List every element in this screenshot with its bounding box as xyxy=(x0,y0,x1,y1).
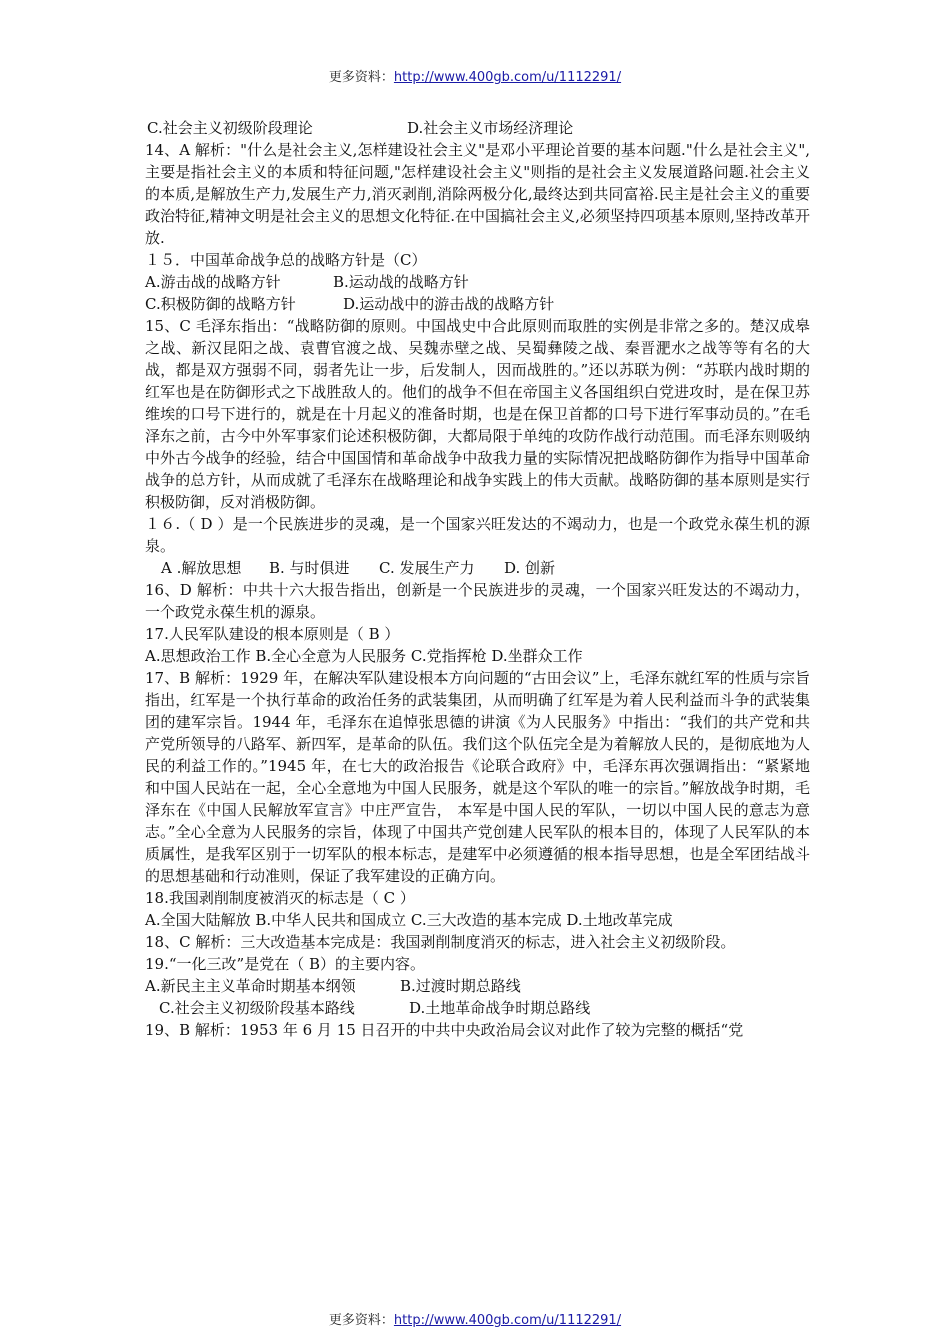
q16-option-c: C. 发展生产力 xyxy=(379,559,475,577)
q19-option-d: D.土地革命战争时期总路线 xyxy=(409,999,591,1017)
header-prefix: 更多资料： xyxy=(328,70,394,85)
q15-option-b: B.运动战的战略方针 xyxy=(333,273,469,291)
q19-option-b: B.过渡时期总路线 xyxy=(400,977,521,995)
q18-options: A.全国大陆解放 B.中华人民共和国成立 C.三大改造的基本完成 D.土地改革完成 xyxy=(145,911,673,929)
page-footer xyxy=(0,1309,950,1328)
q17-options: A.思想政治工作 B.全心全意为人民服务 C.党指挥枪 D.坐群众工作 xyxy=(145,647,583,665)
q14-option-d: D.社会主义市场经济理论 xyxy=(407,119,574,137)
q15-option-a: A.游击战的战略方针 xyxy=(145,273,281,291)
q19-options-ab xyxy=(145,975,810,997)
q15-option-c: C.积极防御的战略方针 xyxy=(145,295,296,313)
q14-option-c: C.社会主义初级阶段理论 xyxy=(147,119,313,137)
q19-question: 19.“一化三改”是党在（ B）的主要内容。 xyxy=(145,955,425,973)
footer-link[interactable]: http://www.400gb.com/u/1112291/ xyxy=(393,1313,622,1328)
q18-answer: 18、C 解析：三大改造基本完成是：我国剥削制度消灭的标志，进入社会主义初级阶段。 xyxy=(145,933,736,951)
page-header xyxy=(0,66,950,85)
q15-options-cd xyxy=(145,293,810,315)
q16-option-d: D. 创新 xyxy=(504,559,556,577)
header-link[interactable]: http://www.400gb.com/u/1112291/ xyxy=(393,70,622,85)
q17-question: 17.人民军队建设的根本原则是（ B ） xyxy=(145,625,400,643)
q16-options xyxy=(145,557,810,579)
q16-option-b: B. 与时俱进 xyxy=(269,559,350,577)
q19-option-c: C.社会主义初级阶段基本路线 xyxy=(159,999,355,1017)
q16-answer: 16、D 解析：中共十六大报告指出，创新是一个民族进步的灵魂，一个国家兴旺发达的不竭动力，一个政党永葆生机的源泉。 xyxy=(145,581,810,621)
q15-option-d: D.运动战中的游击战的战略方针 xyxy=(343,295,555,313)
document-body xyxy=(145,117,810,1041)
q15-answer: 15、C 毛泽东指出：“战略防御的原则。中国战史中合此原则而取胜的实例是非常之多的。楚汉成皋之战、新汉昆阳之战、袁曹官渡之战、吴魏赤壁之战、吴蜀彝陵之战、秦晋淝水之战等等有名的大战，都是双方强弱不同，弱者先让一步，后发制人，因而战胜的。”还以苏联为例：“苏联内战时期的红军也是在防御形式之下战胜敌人的。他们的战争不但在帝国主义各国组织白党进攻时，是在保卫苏维埃的口号下进行的，就是在十月起义的准备时期，也是在保卫首都的口号下进行军事动员的。”在毛泽东之前，古今中外军事家们论述积极防御，大都局限于单纯的攻防作战行动范围。而毛泽东则吸纳中外古今战争的经验，结合中国国情和革命战争中敌我力量的实际情况把战略防御作为指导中国革命战争的总方针，从而成就了毛泽东在战略理论和战争实践上的伟大贡献。战略防御的基本原则是实行积极防御，反对消极防御。 xyxy=(145,317,810,511)
q17-answer: 17、B 解析：1929 年，在解决军队建设根本方向问题的“古田会议”上，毛泽东就红军的性质与宗旨指出，红军是一个执行革命的政治任务的武装集团，从而明确了红军是为着人民利益而斗争的武装集团的建军宗旨。1944 年，毛泽东在追悼张思德的讲演《为人民服务》中指出：“我们的共产党和共产党所领导的八路军、新四军，是革命的队伍。我们这个队伍完全是为着解放人民的，是彻底地为人民的利益工作的。”1945 年，在七大的政治报告《论联合政府》中，毛泽东再次强调指出：“紧紧地和中国人民站在一起，全心全意地为中国人民服务，就是这个军队的唯一的宗旨。”解放战争时期，毛泽东在《中国人民解放军宣言》中庄严宣告， 本军是中国人民的军队，一切以中国人民的意志为意志。”全心全意为人民服务的宗旨，体现了中国共产党创建人民军队的根本目的，体现了人民军队的本质属性，是我军区别于一切军队的根本标志，是建军中必须遵循的根本指导思想，也是全军团结战斗的思想基础和行动准则，保证了我军建设的正确方向。 xyxy=(145,669,810,885)
footer-prefix: 更多资料： xyxy=(328,1313,394,1328)
q15-options-ab xyxy=(145,271,810,293)
q19-answer: 19、B 解析：1953 年 6 月 15 日召开的中共中央政治局会议对此作了较为完整的概括“党 xyxy=(145,1021,744,1039)
q19-option-a: A.新民主主义革命时期基本纲领 xyxy=(145,977,356,995)
q16-option-a: A .解放思想 xyxy=(161,559,242,577)
q14-options xyxy=(145,117,810,139)
q19-options-cd xyxy=(145,997,810,1019)
q16-question: １６.（ D ）是一个民族进步的灵魂，是一个国家兴旺发达的不竭动力，也是一个政党永葆生机的源泉。 xyxy=(145,515,810,555)
q14-answer: 14、A 解析："什么是社会主义,怎样建设社会主义"是邓小平理论首要的基本问题."什么是社会主义",主要是指社会主义的本质和特征问题,"怎样建设社会主义"则指的是社会主义发展道路问题.社会主义的本质,是解放生产力,发展生产力,消灭剥削,消除两极分化,最终达到共同富裕.民主是社会主义的重要政治特征,精神文明是社会主义的思想文化特征.在中国搞社会主义,必须坚持四项基本原则,坚持改革开放. xyxy=(145,141,810,247)
q18-question: 18.我国剥削制度被消灭的标志是（ C ） xyxy=(145,889,415,907)
q15-question: １５．中国革命战争总的战略方针是（C） xyxy=(145,251,427,269)
